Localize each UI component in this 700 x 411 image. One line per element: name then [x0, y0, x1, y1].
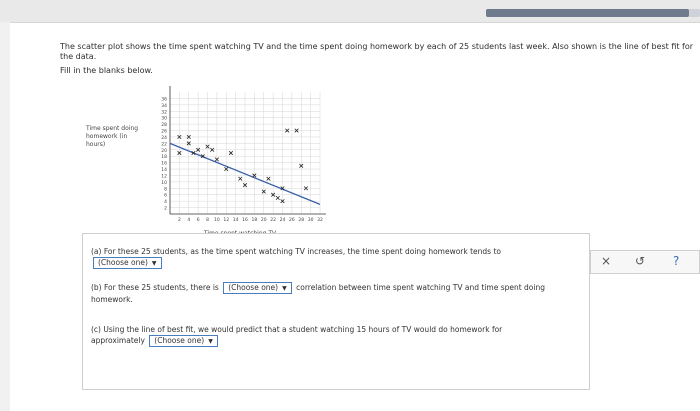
x-tick-label: 24 — [279, 218, 286, 223]
chevron-down-icon: ▼ — [282, 285, 287, 292]
x-tick-label: 2 — [177, 218, 181, 223]
part-a-dropdown[interactable] — [93, 257, 162, 269]
data-point — [229, 151, 233, 155]
y-tick-label: 4 — [164, 200, 167, 206]
data-point — [276, 196, 280, 200]
x-tick-label: 8 — [206, 218, 209, 223]
help-icon[interactable]: ? — [673, 254, 680, 268]
y-tick-label: 20 — [161, 148, 167, 154]
part-a-dropdown-label: (Choose one) — [98, 258, 148, 267]
y-tick-label: 12 — [161, 174, 167, 180]
x-tick-label: 30 — [307, 218, 314, 223]
part-b-dropdown[interactable] — [223, 282, 292, 294]
x-tick-label: 22 — [270, 218, 276, 223]
y-tick-label: 24 — [161, 135, 167, 141]
scatter-plot — [150, 86, 330, 228]
part-c-text2: approximately — [91, 336, 145, 345]
question-intro: The scatter plot shows the time spent watching TV and the time spent doing homework by each of 25 students last week. Also shown is the line of best fit for the data. — [60, 42, 694, 61]
x-tick-label: 14 — [232, 218, 239, 223]
progress-fill — [486, 9, 689, 17]
part-a — [91, 246, 501, 269]
part-c-text: (c) Using the line of best fit, we would predict that a student watching 15 hours of TV would do homework for — [91, 325, 503, 334]
x-tick-label: 18 — [251, 218, 258, 223]
part-c-dropdown-label: (Choose one) — [154, 336, 205, 345]
y-tick-label: 16 — [161, 161, 167, 167]
part-c — [91, 324, 502, 347]
x-tick-label: 28 — [298, 218, 305, 223]
x-tick-label: 16 — [242, 218, 248, 223]
y-tick-label: 8 — [164, 187, 167, 193]
y-tick-label: 36 — [161, 97, 167, 103]
y-tick-label: 2 — [164, 206, 167, 212]
x-tick-label: 6 — [196, 218, 200, 223]
part-b-text-post2: homework. — [91, 295, 133, 304]
x-tick-label: 20 — [260, 218, 267, 223]
x-tick-label: 32 — [317, 218, 323, 223]
undo-icon[interactable]: ↺ — [635, 254, 646, 268]
y-tick-label: 10 — [161, 180, 167, 186]
x-tick-label: 26 — [289, 218, 295, 223]
y-axis-label: Time spent doing homework (in hours) — [86, 125, 139, 148]
y-tick-label: 30 — [161, 116, 167, 122]
answer-tools — [590, 250, 700, 274]
y-tick-label: 28 — [161, 123, 167, 129]
y-tick-label: 32 — [161, 110, 167, 116]
chevron-down-icon: ▼ — [151, 260, 157, 267]
y-tick-label: 6 — [164, 193, 167, 199]
progress-bar — [486, 9, 700, 17]
part-c-dropdown[interactable] — [149, 335, 218, 347]
y-tick-label: 14 — [161, 168, 167, 174]
x-tick-label: 12 — [223, 218, 230, 223]
part-b-dropdown-label: (Choose one) — [228, 283, 279, 292]
y-tick-label: 26 — [161, 129, 167, 135]
part-b — [91, 282, 545, 305]
x-tick-label: 10 — [214, 218, 220, 223]
y-tick-label: 34 — [161, 103, 167, 109]
close-icon[interactable]: × — [601, 254, 612, 268]
top-bar — [0, 0, 700, 23]
left-sidebar-edge — [0, 22, 10, 411]
y-tick-label: 22 — [161, 142, 167, 148]
chevron-down-icon: ▼ — [208, 338, 213, 345]
part-b-text-post: correlation between time spent watching TV and time spent doing — [296, 283, 545, 292]
y-tick-label: 18 — [161, 155, 167, 161]
x-tick-label: 4 — [187, 218, 191, 223]
data-point — [267, 177, 271, 181]
question-parts-box — [82, 233, 590, 390]
part-a-text: (a) For these 25 students, as the time spent watching TV increases, the time spent doing homework tends to — [91, 247, 502, 256]
instruction-text: Fill in the blanks below. — [60, 66, 153, 75]
data-point — [239, 177, 243, 181]
part-b-text-pre: (b) For these 25 students, there is — [91, 283, 219, 292]
